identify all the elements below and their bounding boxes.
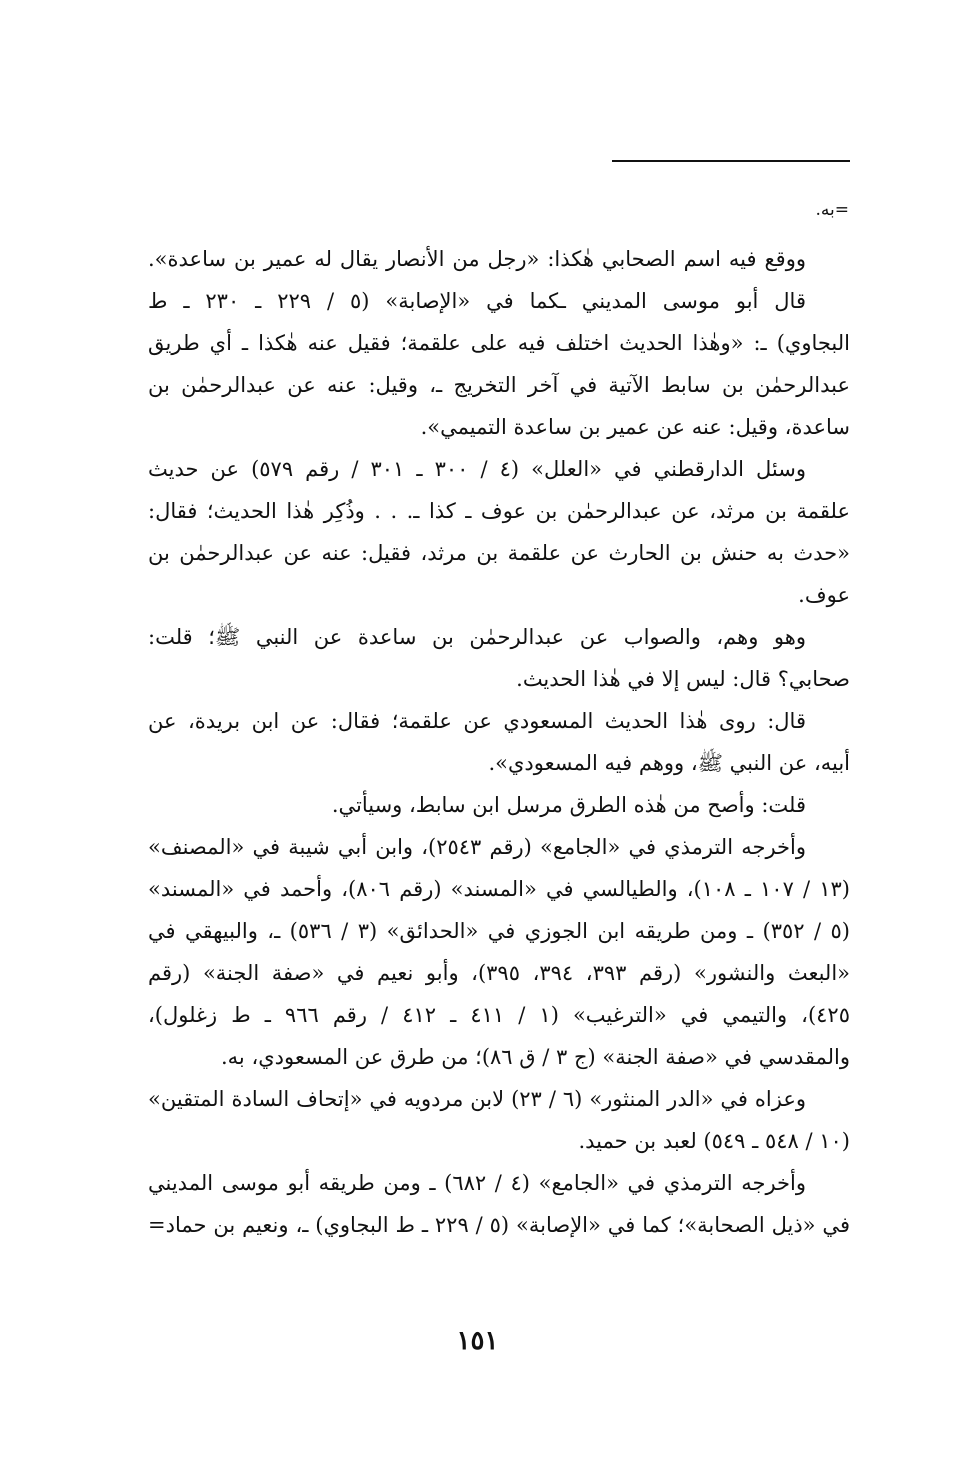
text-line: وأخرجه الترمذي في «الجامع» (٤ / ٦٨٢) ـ ومن طريقه أبو موسى المديني [148, 1171, 806, 1195]
text-line: وسئل الدارقطني في «العلل» (٤ / ٣٠٠ ـ ٣٠١ / رقم ٥٧٩) عن حديث [148, 457, 806, 481]
text-line: (١٠ / ٥٤٨ ـ ٥٤٩) لعبد بن حميد. [578, 1129, 850, 1153]
footnote-continuation: =به. [815, 200, 849, 220]
text-line: وعزاه في «الدر المنثور» (٦ / ٢٣) لابن مردويه في «إتحاف السادة المتقين» [148, 1087, 807, 1111]
text-line: والمقدسي في «صفة الجنة» (ج ٣ / ق ٨٦)؛ من طرق عن المسعودي، به. [220, 1045, 850, 1069]
text-line: ٤٢٥)، والتيمي في «الترغيب» (١ / ٤١١ ـ ٤١٢ / رقم ٩٦٦ ـ ط زغلول)، [148, 1003, 850, 1027]
text-line: صحابي؟ قال: ليس إلا في هٰذا الحديث. [516, 667, 850, 691]
footnote-text [148, 238, 850, 1246]
text-line: البجاوي) ـ: «وهٰذا الحديث اختلف فيه على علقمة؛ فقيل عنه هٰكذا ـ أي طريق [148, 331, 850, 355]
text-line: قال: روى هٰذا الحديث المسعودي عن علقمة؛ فقال: عن ابن بريدة، عن [148, 709, 806, 733]
text-line: «حدث به حنش بن الحارث عن علقمة بن مرثد، فقيل: عنه عن عبدالرحمٰن بن [148, 541, 850, 565]
footnote-separator-rule [612, 160, 850, 162]
page-number: ١٥١ [456, 1326, 499, 1356]
text-line: علقمة بن مرثد، عن عبدالرحمٰن بن عوف ـ كذا ـ. . . وذُكِر هٰذا الحديث؛ فقال: [148, 499, 850, 523]
text-line: ساعدة، وقيل: عنه عن عمير بن ساعدة التميمي». [420, 415, 850, 439]
text-line: قال أبو موسى المديني ـكما في «الإصابة» (٥ / ٢٢٩ ـ ٢٣٠ ـ ط [148, 289, 806, 313]
text-line: أبيه، عن النبي ﷺ، ووهم فيه المسعودي». [488, 751, 850, 775]
text-line: وأخرجه الترمذي في «الجامع» (رقم ٢٥٤٣)، وابن أبي شيبة في «المصنف» [148, 835, 806, 859]
text-line: ووقع فيه اسم الصحابي هٰكذا: «رجل من الأنصار يقال له عمير بن ساعدة». [148, 247, 806, 271]
text-line: قلت: وأصح من هٰذه الطرق مرسل ابن سابط، وسيأتي. [331, 793, 806, 817]
text-line: «البعث والنشور» (رقم ٣٩٣، ٣٩٤، ٣٩٥)، وأبو نعيم في «صفة الجنة» (رقم [148, 961, 850, 985]
text-line: وهو وهم، والصواب عن عبدالرحمٰن بن ساعدة عن النبي ﷺ؛ قلت: [148, 625, 806, 649]
text-line: (٥ / ٣٥٢) ـ ومن طريقه ابن الجوزي في «الحدائق» (٣ / ٥٣٦) ـ، والبيهقي في [148, 919, 850, 943]
text-line: في «ذيل الصحابة»؛ كما في «الإصابة» (٥ / ٢٢٩ ـ ط البجاوي) ـ، ونعيم بن حماد= [148, 1213, 850, 1237]
text-line: عوف. [798, 583, 850, 607]
text-line: (١٣ / ١٠٧ ـ ١٠٨)، والطيالسي في «المسند» (رقم ٨٠٦)، وأحمد في «المسند» [148, 877, 850, 901]
text-line: عبدالرحمٰن بن سابط الآتية في آخر التخريج ـ، وقيل: عنه عن عبدالرحمٰن بن [148, 373, 850, 397]
